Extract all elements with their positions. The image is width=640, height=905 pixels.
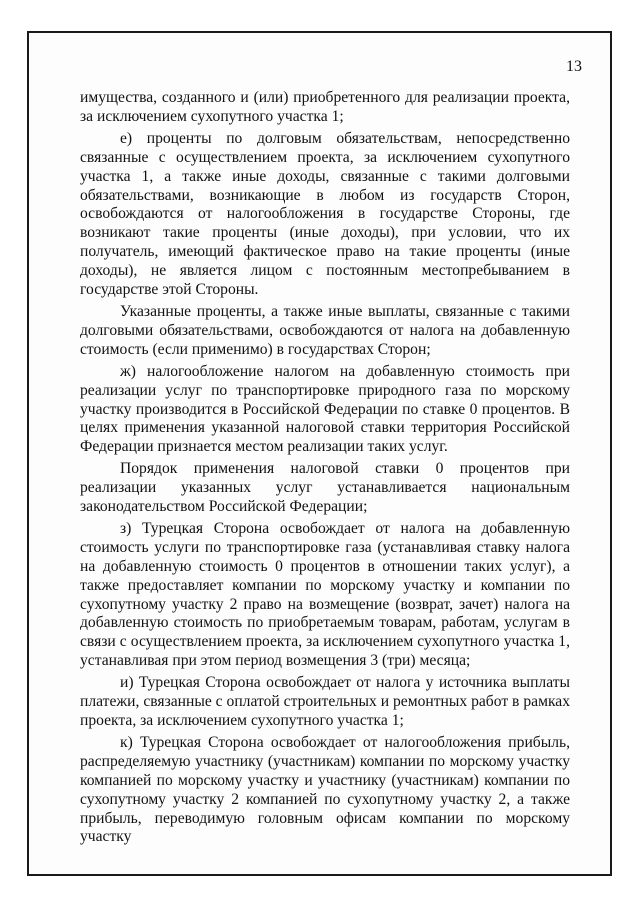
paragraph-item-z: з) Турецкая Сторона освобождает от налога на добавленную стоимость услуги по транспортировке газа (устанавливая ставку налога на добавленную стоимость 0 процентов в отношении таких услуг), а также предоставляет компании по морскому участку и компании по сухопутному участку 2 право на возмещение (возврат, зачет) налога на добавленную стоимость по приобретаемым товарам, работам, услугам в связи с осуществлением проекта, за исключением сухопутного участка 1, устанавливая при этом период возмещения 3 (три) месяца;: [80, 519, 570, 670]
paragraph-item-k: к) Турецкая Сторона освобождает от налогообложения прибыль, распределяемую участнику (участникам) компании по морскому участку компанией по морскому участку и участнику (участникам) компании по сухопутному участку 2 компанией по сухопутному участку 2, а также прибыль, переводимую головным офисам компании по морскому участку: [80, 733, 570, 846]
paragraph-item-i: и) Турецкая Сторона освобождает от налога у источника выплаты платежи, связанные с оплатой строительных и ремонтных работ в рамках проекта, за исключением сухопутного участка 1;: [80, 674, 570, 729]
page-number: 13: [566, 58, 582, 75]
document-body: [80, 89, 570, 850]
paragraph-continuation: имущества, созданного и (или) приобретенного для реализации проекта, за исключением сухопутного участка 1;: [80, 89, 570, 125]
paragraph-interest-vat: Указанные проценты, а также иные выплаты, связанные с такими долговыми обязательствами, освобождаются от налога на добавленную стоимость (если применимо) в государствах Сторон;: [80, 302, 570, 358]
paragraph-item-e: е) проценты по долговым обязательствам, непосредственно связанные с осуществлением проекта, за исключением сухопутного участка 1, а также иные доходы, связанные с такими долговыми обязательствами, возникающие в любом из государств Сторон, освобождаются от налогообложения в государстве Стороны, где возникают такие проценты (иные доходы), при условии, что их получатель, имеющий фактическое право на такие проценты (иные доходы), не является лицом с постоянным местопребыванием в государстве этой Стороны.: [80, 129, 570, 299]
paragraph-zero-rate-procedure: Порядок применения налоговой ставки 0 процентов при реализации указанных услуг устанавливается национальным законодательством Российской Федерации;: [80, 460, 570, 516]
paragraph-item-zh: ж) налогообложение налогом на добавленную стоимость при реализации услуг по транспортировке природного газа по морскому участку производится в Российской Федерации по ставке 0 процентов. В целях применения указанной налоговой ставки территория Российской Федерации признается местом реализации таких услуг.: [80, 362, 570, 456]
